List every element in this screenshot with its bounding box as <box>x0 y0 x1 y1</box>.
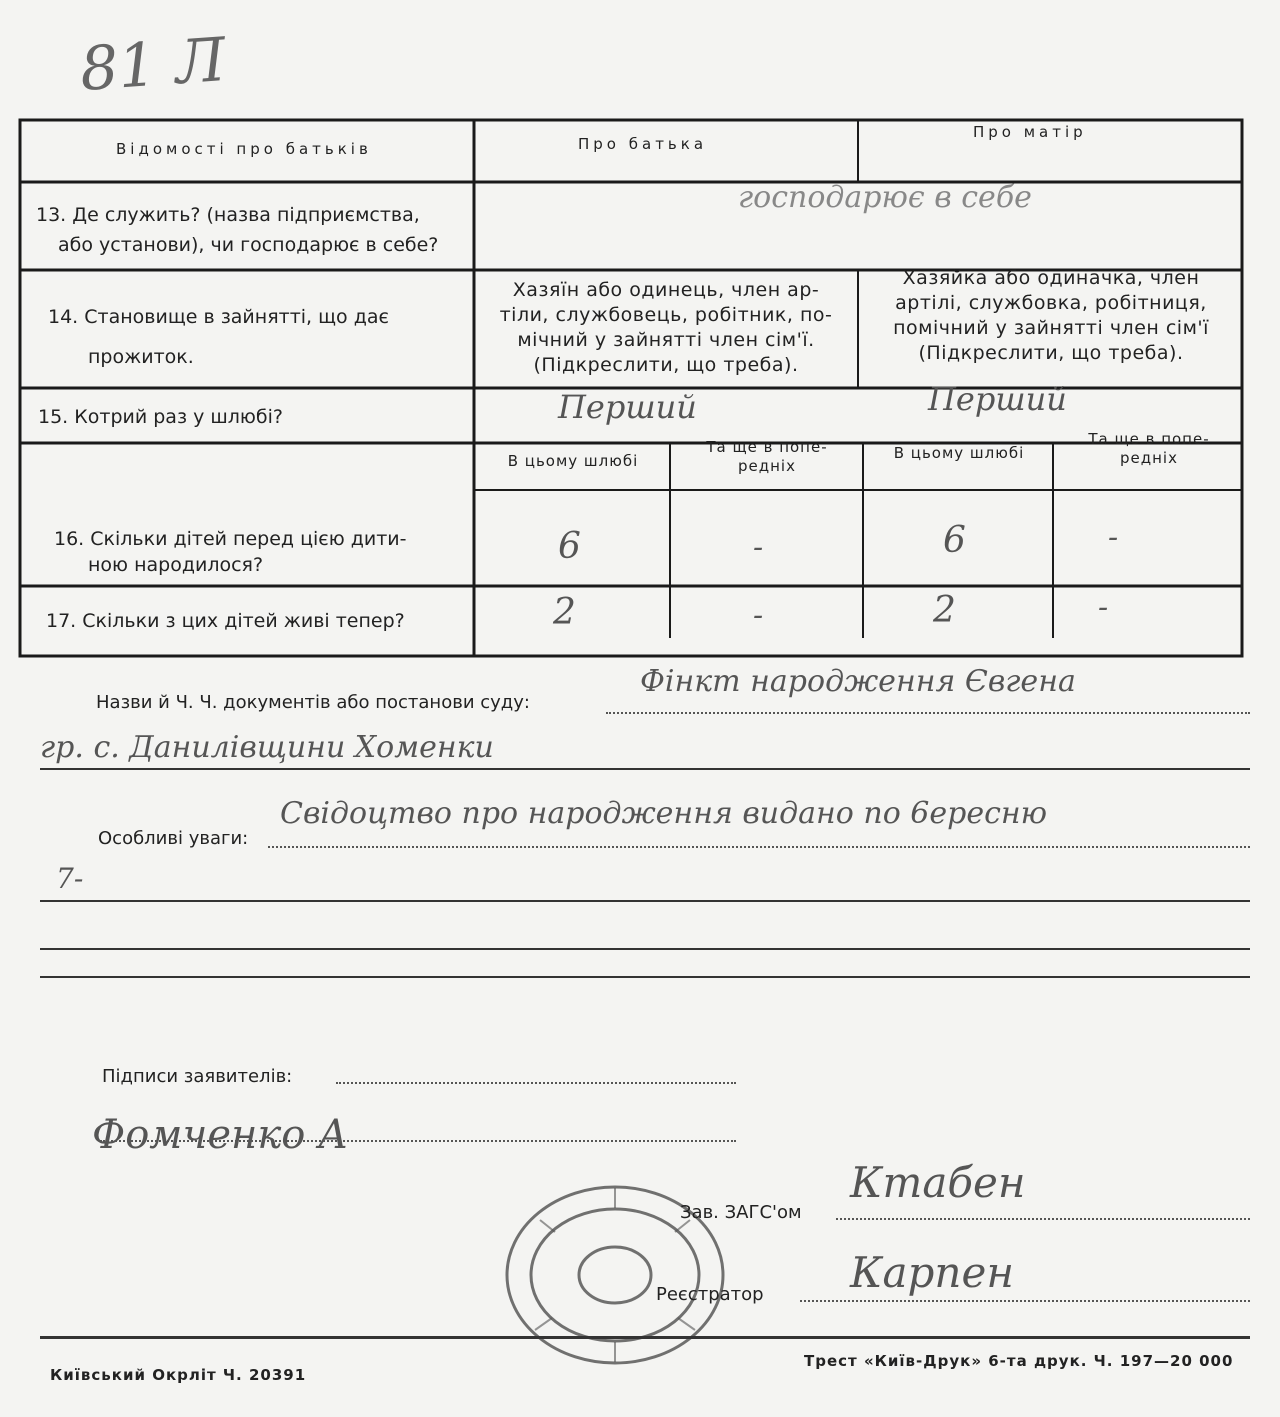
notes-line4 <box>40 976 1250 978</box>
row17-father-prev: - <box>753 598 764 633</box>
row17-father-this: 2 <box>553 592 576 633</box>
notes-handwritten-line1: Свідоцтво про народження видано по 6ересню <box>280 796 1048 831</box>
notes-label: Особливі уваги: <box>98 828 249 849</box>
mother-option-line1: Хазяйка або одиначка, член <box>902 267 1200 289</box>
row16-label-line1: 16. Скільки дітей перед цією дити- <box>54 528 407 550</box>
documents-line2 <box>40 768 1250 770</box>
parents-info-table <box>18 98 1250 658</box>
zags-head-label: Зав. ЗАГС'ом <box>680 1202 802 1223</box>
row14-father-options <box>480 278 852 378</box>
father-option-line1: Хазяїн або одинець, член ар- <box>512 279 820 301</box>
registrar-signature: Карпен <box>850 1248 1015 1297</box>
subheader-mother-previous-line1: Та ще в попе- <box>1088 430 1210 448</box>
footer-left: Київський Окрліт Ч. 20391 <box>50 1366 307 1384</box>
mother-option-line3: помічний у зайнятті член сім'ї <box>893 317 1209 339</box>
row16-mother-this: 6 <box>943 520 966 561</box>
header-father: Про батька <box>578 135 708 153</box>
subheader-mother-previous-line2: редніх <box>1120 449 1178 467</box>
subheader-mother-previous <box>1058 430 1240 468</box>
row13-handwritten-value: господарює в себе <box>738 180 1032 215</box>
signatures-line1 <box>336 1082 736 1084</box>
father-option-line4: (Підкреслити, що треба). <box>533 354 799 376</box>
subheader-father-previous <box>674 438 860 476</box>
corner-handwritten-note: 81 Л <box>77 25 228 105</box>
row16-father-this: 6 <box>558 526 581 567</box>
footer-right: Трест «Київ-Друк» 6-та друк. Ч. 197—20 000 <box>804 1352 1234 1370</box>
documents-line1 <box>606 712 1250 714</box>
signatures-label: Підписи заявителів: <box>102 1066 293 1087</box>
row15-label: 15. Котрий раз у шлюбі? <box>38 406 283 428</box>
row14-mother-options <box>866 266 1236 366</box>
subheader-mother-this-marriage: В цьому шлюбі <box>893 444 1025 462</box>
father-option-line3: мічний у зайнятті член сім'ї. <box>517 329 815 351</box>
registrar-line <box>800 1300 1250 1302</box>
row14-label-line1: 14. Становище в зайнятті, що дає <box>48 306 389 328</box>
subheader-father-previous-line1: Та ще в попе- <box>706 438 828 456</box>
row13-label-line1: 13. Де служить? (назва підприємства, <box>36 204 420 226</box>
zags-line <box>836 1218 1250 1220</box>
row17-mother-this: 2 <box>933 590 956 631</box>
row17-label: 17. Скільки з цих дітей живі тепер? <box>46 610 405 632</box>
documents-handwritten-line1: Фінкт народження Євгена <box>640 664 1076 699</box>
row14-label-line2: прожиток. <box>88 346 194 368</box>
documents-handwritten-line2: гр. с. Данилівщини Хоменки <box>40 730 494 765</box>
row13-label-line2: або установи), чи господарює в себе? <box>58 234 439 256</box>
footer-rule <box>40 1336 1250 1339</box>
mother-option-line4: (Підкреслити, що треба). <box>918 342 1184 364</box>
row16-father-prev: - <box>753 530 764 565</box>
documents-label: Назви й Ч. Ч. документів або постанови суду: <box>96 692 530 713</box>
notes-line1 <box>268 846 1250 848</box>
row17-mother-prev: - <box>1098 590 1109 625</box>
notes-line2 <box>40 900 1250 902</box>
notes-handwritten-line2: 7- <box>56 862 84 895</box>
row16-mother-prev: - <box>1108 520 1119 555</box>
subheader-father-previous-line2: редніх <box>738 457 796 475</box>
mother-option-line2: артілі, службовка, робітниця, <box>895 292 1207 314</box>
row16-label-line2: ною народилося? <box>88 554 264 576</box>
zags-signature: Ктабен <box>850 1158 1026 1207</box>
registrar-label: Реєстратор <box>656 1284 764 1305</box>
row15-mother-value: Перший <box>928 380 1067 418</box>
father-option-line2: тіли, службовець, робітник, по- <box>499 304 833 326</box>
subheader-father-this-marriage: В цьому шлюбі <box>507 452 639 470</box>
header-mother: Про матір <box>973 123 1087 141</box>
notes-line3 <box>40 948 1250 950</box>
applicant-signature: Фомченко А <box>92 1112 349 1158</box>
header-parents-info: Відомості про батьків <box>116 140 372 158</box>
row15-father-value: Перший <box>558 388 697 426</box>
